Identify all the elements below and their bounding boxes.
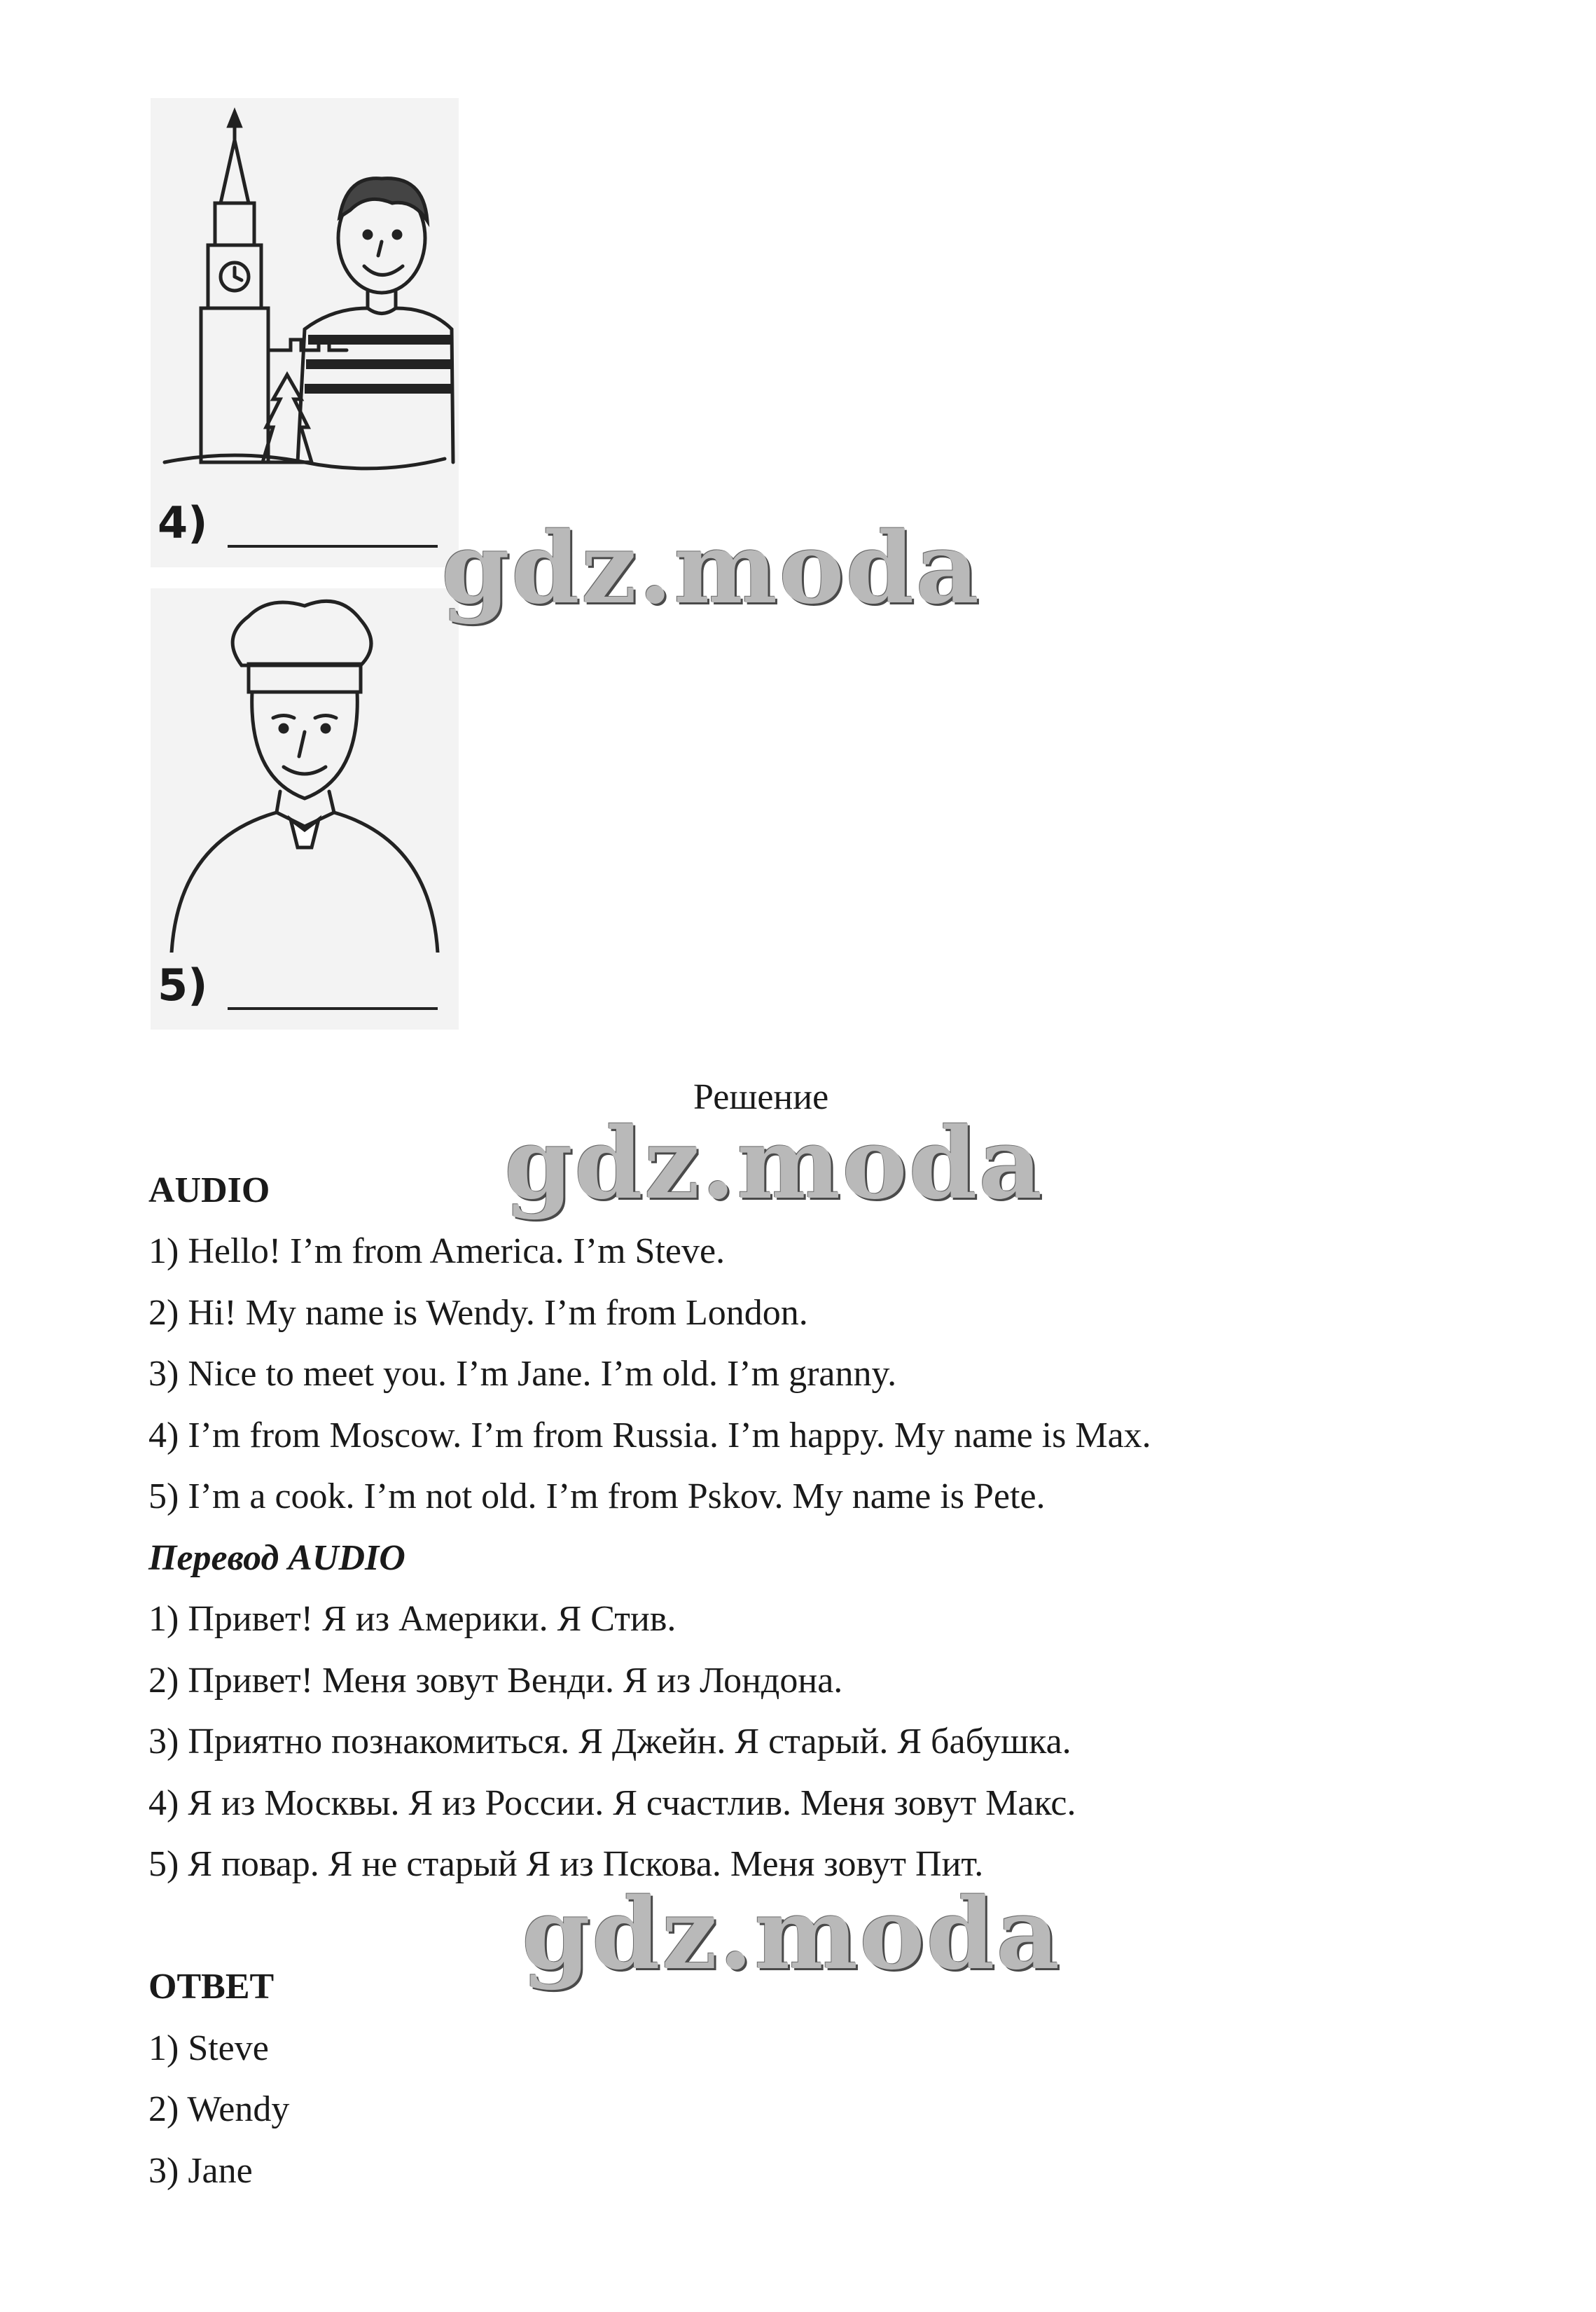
audio-heading: AUDIO (148, 1170, 270, 1210)
translation-line: 2) Привет! Меня зовут Венди. Я из Лондона. (148, 1661, 843, 1701)
answer-line: 2) Wendy (148, 2089, 290, 2129)
watermark: gdz.moda (441, 511, 981, 626)
solution-title: Решение (693, 1077, 829, 1117)
answer-heading: ОТВЕТ (148, 1967, 275, 2007)
audio-line: 2) Hi! My name is Wendy. I’m from London. (148, 1293, 808, 1333)
translation-line: 4) Я из Москвы. Я из России. Я счастлив. Меня зовут Макс. (148, 1783, 1076, 1823)
translation-line: 1) Привет! Я из Америки. Я Стив. (148, 1599, 676, 1639)
picture-4-number: 4) (158, 497, 208, 548)
cook-illustration (151, 588, 459, 953)
translation-line: 3) Приятно познакомиться. Я Джейн. Я старый. Я бабушка. (148, 1722, 1071, 1761)
audio-line: 4) I’m from Moscow. I’m from Russia. I’m happy. My name is Max. (148, 1415, 1151, 1455)
boy-kremlin-illustration (151, 98, 459, 490)
audio-line: 1) Hello! I’m from America. I’m Steve. (148, 1231, 726, 1271)
picture-5-number: 5) (158, 960, 208, 1011)
answer-line: 3) Jane (148, 2151, 253, 2191)
watermark: gdz.moda (504, 1107, 1044, 1221)
picture-5 (151, 588, 459, 1030)
audio-line: 5) I’m a cook. I’m not old. I’m from Pskov. My name is Pete. (148, 1476, 1046, 1516)
translation-line: 5) Я повар. Я не старый Я из Пскова. Меня зовут Пит. (148, 1844, 984, 1884)
audio-line: 3) Nice to meet you. I’m Jane. I’m old. I’m granny. (148, 1354, 897, 1394)
picture-4-answer-blank (228, 545, 438, 548)
picture-4 (151, 98, 459, 567)
watermark: gdz.moda (522, 1877, 1062, 1992)
picture-5-answer-blank (228, 1007, 438, 1010)
answer-line: 1) Steve (148, 2028, 269, 2068)
translation-heading: Перевод AUDIO (148, 1538, 405, 1578)
